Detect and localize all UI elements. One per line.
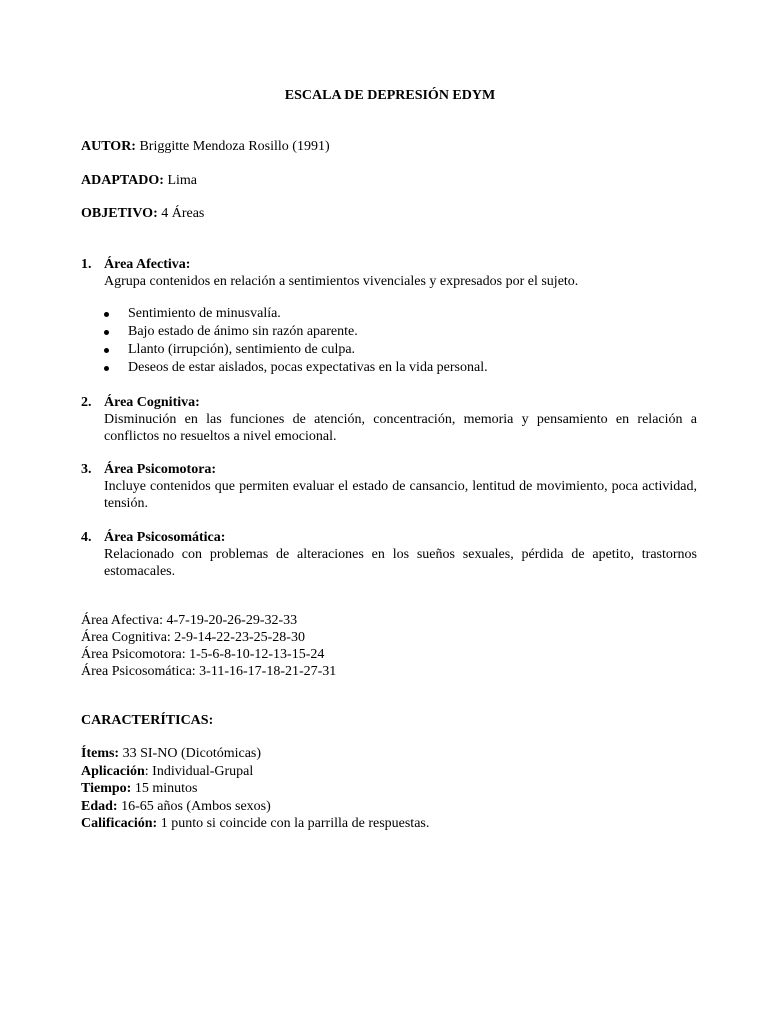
area-items-afectiva: Área Afectiva: 4-7-19-20-26-29-32-33 (81, 613, 298, 628)
area-2-description: Disminución en las funciones de atención, concentración, memoria y pensamiento en relación a conflictos no resueltos a nivel emocional. (104, 412, 697, 444)
bullet-item (104, 341, 488, 359)
area-items-psicosomatica: Área Psicosomática: 3-11-16-17-18-21-27-31 (81, 664, 337, 679)
area-2-number: 2. (81, 395, 92, 410)
bullet-text: Deseos de estar aislados, pocas expectativas en la vida personal. (128, 360, 488, 375)
aplicacion-label: Aplicación (81, 763, 145, 779)
area-items-list (81, 612, 336, 680)
area-1 (81, 256, 697, 290)
area-4-description: Relacionado con problemas de alteraciones en los sueños sexuales, pérdida de apetito, trastornos estomacales. (104, 547, 697, 579)
edad-line (81, 798, 429, 816)
bullet-item (104, 305, 488, 323)
items-line (81, 745, 429, 763)
bullet-text: Sentimiento de minusvalía. (128, 306, 281, 321)
area-2 (81, 394, 697, 445)
objetivo-label: OBJETIVO: (81, 206, 158, 221)
area-3-description: Incluye contenidos que permiten evaluar el estado de cansancio, lentitud de movimiento, poca actividad, tensión. (104, 479, 697, 511)
objetivo-line (81, 205, 204, 223)
calificacion-value: 1 punto si coincide con la parrilla de respuestas. (157, 816, 430, 831)
caracteristicas-list (81, 745, 429, 833)
area-2-heading: Área Cognitiva: (104, 395, 200, 410)
calificacion-line (81, 815, 429, 833)
calificacion-label: Calificación: (81, 816, 158, 831)
area-1-description: Agrupa contenidos en relación a sentimientos vivenciales y expresados por el sujeto. (104, 274, 579, 289)
edad-label: Edad: (81, 798, 118, 814)
area-3 (81, 461, 697, 512)
bullet-text: Bajo estado de ánimo sin razón aparente. (128, 324, 358, 339)
area-3-number: 3. (81, 462, 92, 477)
area-1-number: 1. (81, 257, 92, 272)
bullet-icon (104, 312, 109, 317)
document-title: ESCALA DE DEPRESIÓN EDYM (284, 88, 496, 103)
tiempo-label: Tiempo: (81, 781, 132, 796)
area-4-heading: Área Psicosomática: (104, 530, 226, 545)
caracteristicas-heading: CARACTERÍTICAS: (81, 713, 214, 728)
area-4 (81, 529, 697, 580)
autor-label: AUTOR: (81, 139, 136, 154)
autor-value: Briggitte Mendoza Rosillo (1991) (135, 139, 330, 154)
adaptado-value: Lima (163, 173, 198, 188)
autor-line (81, 138, 330, 156)
aplicacion-value: : Individual-Grupal (144, 763, 254, 779)
bullet-item (104, 323, 488, 341)
adaptado-label: ADAPTADO: (81, 173, 164, 188)
tiempo-value: 15 minutos (131, 781, 198, 796)
tiempo-line (81, 780, 429, 798)
bullet-icon (104, 366, 109, 371)
bullet-icon (104, 348, 109, 353)
items-label: Ítems: (81, 746, 120, 761)
objetivo-value: 4 Áreas (157, 206, 205, 221)
area-4-number: 4. (81, 530, 92, 545)
bullet-item (104, 359, 488, 377)
adaptado-line (81, 172, 197, 190)
items-value: 33 SI-NO (Dicotómicas) (119, 746, 262, 761)
edad-value: 16-65 años (Ambos sexos) (117, 798, 271, 814)
bullet-icon (104, 330, 109, 335)
area-items-cognitiva: Área Cognitiva: 2-9-14-22-23-25-28-30 (81, 630, 305, 645)
area-1-heading: Área Afectiva: (104, 257, 191, 272)
aplicacion-line (81, 763, 429, 781)
bullet-text: Llanto (irrupción), sentimiento de culpa. (128, 342, 356, 357)
afectiva-bullet-list (104, 305, 488, 377)
area-items-psicomotora: Área Psicomotora: 1-5-6-8-10-12-13-15-24 (81, 647, 325, 662)
area-3-heading: Área Psicomotora: (104, 462, 217, 477)
